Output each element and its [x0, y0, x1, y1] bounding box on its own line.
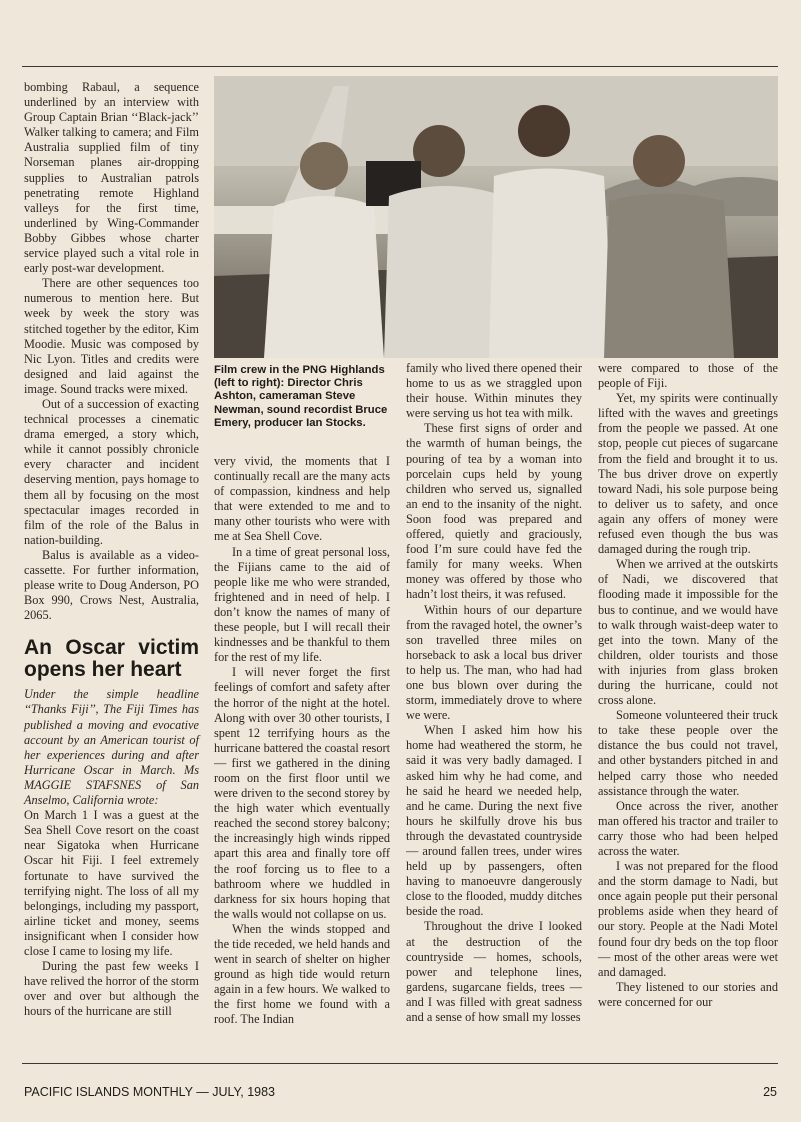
footer-publication: PACIFIC ISLANDS MONTHLY — JULY, 1983: [24, 1085, 276, 1099]
paragraph: Balus is available as a video-cassette. For further information, please write to Doug Anderson, PO Box 990, Crows Nest, Australia, 2065.: [24, 547, 199, 623]
paragraph: Within hours of our departure from the ravaged hotel, the owner’s son travelled three miles on horseback to ask a local bus driver to help us. The man, who had had one bus blown over during the storm, immediately drove to where we were.: [406, 602, 582, 723]
article-column-4: [598, 361, 778, 1010]
paragraph: These first signs of order and the warmth of human beings, the pouring of tea by a woman into porcelain cups held by young children who served us, signalled an end to the insanity of the night. Soon food was prepared and offered, quietly and graciously, food I’m sure could have fed the family for many weeks. When money was offered by those who hadn’t lost theirs, it was refused.: [406, 421, 582, 602]
paragraph: In a time of great personal loss, the Fijians came to the aid of people like me who were stranded, frightened and in need of help. I don’t know the names of many of these people, but I will recall their kindnesses and be thankful to them for the rest of my life.: [214, 544, 390, 665]
paragraph: Out of a succession of exacting technical processes a cinematic drama emerged, a story which, while it cannot possibly chronicle every character and incident deserving mention, pays homage to them all by focusing on the most spectacular images recorded in film of the role of the Balus in nation-building.: [24, 396, 199, 547]
paragraph: bombing Rabaul, a sequence underlined by an interview with Group Captain Brian ‘‘Black-jack’’ Walker talking to camera; and Film Australia supplied film of tiny Norseman planes air-dropping supplies to Australian patrols penetrating remote Highland valleys for the first time, underlined by Wing-Commander Bobby Gibbes whose charter service played such a vital role in early post-war development.: [24, 80, 199, 276]
paragraph: When we arrived at the outskirts of Nadi, we discovered that flooding made it impossible for the bus to continue, and we would have to walk through waist-deep water to get into the town. Many of the children, older tourists and those with injuries from glass broken during the hurricane, could not cross alone.: [598, 557, 778, 708]
paragraph: Yet, my spirits were continually lifted with the waves and greetings from the people we passed. At one stop, people cut pieces of sugarcane from the field and brought it to us. The bus driver drove on expertly toward Nadi, his sole purpose being to deliver us to safety, and once again any offers of money were refused even though the bus was damaged during the rough trip.: [598, 391, 778, 557]
article-headline: An Oscar victim opens her heart: [24, 636, 199, 682]
paragraph: On March 1 I was a guest at the Sea Shell Cove resort on the coast near Sigatoka when Hurricane Oscar hit Fiji. I feel extremely fortunate to have survived the terrifying night. The loss of all my belongings, including my passport, airline ticket and money, seems insignificant when I consider how close I came to losing my life.: [24, 808, 199, 958]
paragraph: When the winds stopped and the tide receded, we held hands and went in search of shelter on higher ground as high tide would return again in a few hours. We walked to the first home we found with a roof. The Indian: [214, 921, 390, 1027]
paragraph: very vivid, the moments that I continually recall are the many acts of compassion, kindness and help that were extended to me and to many other tourists who were with me at Sea Shell Cove.: [214, 454, 390, 544]
paragraph: During the past few weeks I have relived the horror of the storm over and over but although the hours of the hurricane are still: [24, 959, 199, 1019]
film-crew-photo: [214, 76, 778, 358]
article-column-2: [214, 454, 390, 1028]
film-crew-photo-illustration: [214, 76, 778, 358]
article-column-1: [24, 80, 199, 1019]
bottom-rule: [22, 1063, 778, 1064]
paragraph: There are other sequences too numerous to mention here. But week by week the story was stitched together by the editor, Kim Moodie. Music was composed by Nic Lyon. Titles and credits were designed and laid against the image. Sound tracks were mixed.: [24, 276, 199, 396]
paragraph: When I asked him how his home had weathered the storm, he said it was very badly damaged. I asked him why he had come, and he said he heard we needed help, and he came. During the next five hours he skilfully drove his bus through the devastated countryside — around fallen trees, under wires held up by passengers, often having to manoeuvre dangerously close to the flooded, muddy ditches beside the road.: [406, 723, 582, 919]
paragraph: were compared to those of the people of Fiji.: [598, 361, 778, 391]
top-rule: [22, 66, 778, 67]
article-intro: Under the simple headline ‘‘Thanks Fiji’’, The Fiji Times has published a moving and evocative account by an American tourist of her experiences during and after Hurricane Oscar in March. Ms MAGGIE STAFSNES of San Anselmo, California wrote:: [24, 687, 199, 808]
paragraph: Throughout the drive I looked at the destruction of the countryside — homes, schools, power and telephone lines, gardens, sugarcane fields, trees — and I was filled with great sadness and a sense of how small my losses: [406, 919, 582, 1025]
photo-caption: Film crew in the PNG Highlands (left to right): Director Chris Ashton, cameraman Steve Newman, sound recordist Bruce Emery, producer Ian Stocks.: [214, 364, 388, 429]
paragraph: Once across the river, another man offered his tractor and trailer to carry those who had been helped across the water.: [598, 798, 778, 858]
paragraph: I will never forget the first feelings of comfort and safety after the horror of the night at the hotel. Along with over 30 other tourists, I spent 12 terrifying hours as the hurricane battered the coastal resort — first we gathered in the dining room on the first floor until we were driven to the second storey by the high water which eventually reached the second storey balcony; the increasingly high winds ripped apart this area and finally tore off the roof forcing us to flee to a bathroom where we huddled in darkness for six hours hoping that the walls would not collapse on us.: [214, 665, 390, 921]
article-column-3: [406, 361, 582, 1025]
page-number: 25: [763, 1085, 777, 1099]
paragraph: Someone volunteered their truck to take these people over the distance the bus could not travel, and other bystanders pitched in and helped carry those who needed assistance through the water.: [598, 708, 778, 798]
paragraph: family who lived there opened their home to us as we straggled upon their house. Within minutes they were serving us hot tea with milk.: [406, 361, 582, 421]
paragraph: They listened to our stories and were concerned for our: [598, 979, 778, 1009]
paragraph: I was not prepared for the flood and the storm damage to Nadi, but once again people put their personal problems aside when they heard of our story. People at the Nadi Motel found four dry beds on the top floor — most of the other areas were wet and damaged.: [598, 859, 778, 979]
